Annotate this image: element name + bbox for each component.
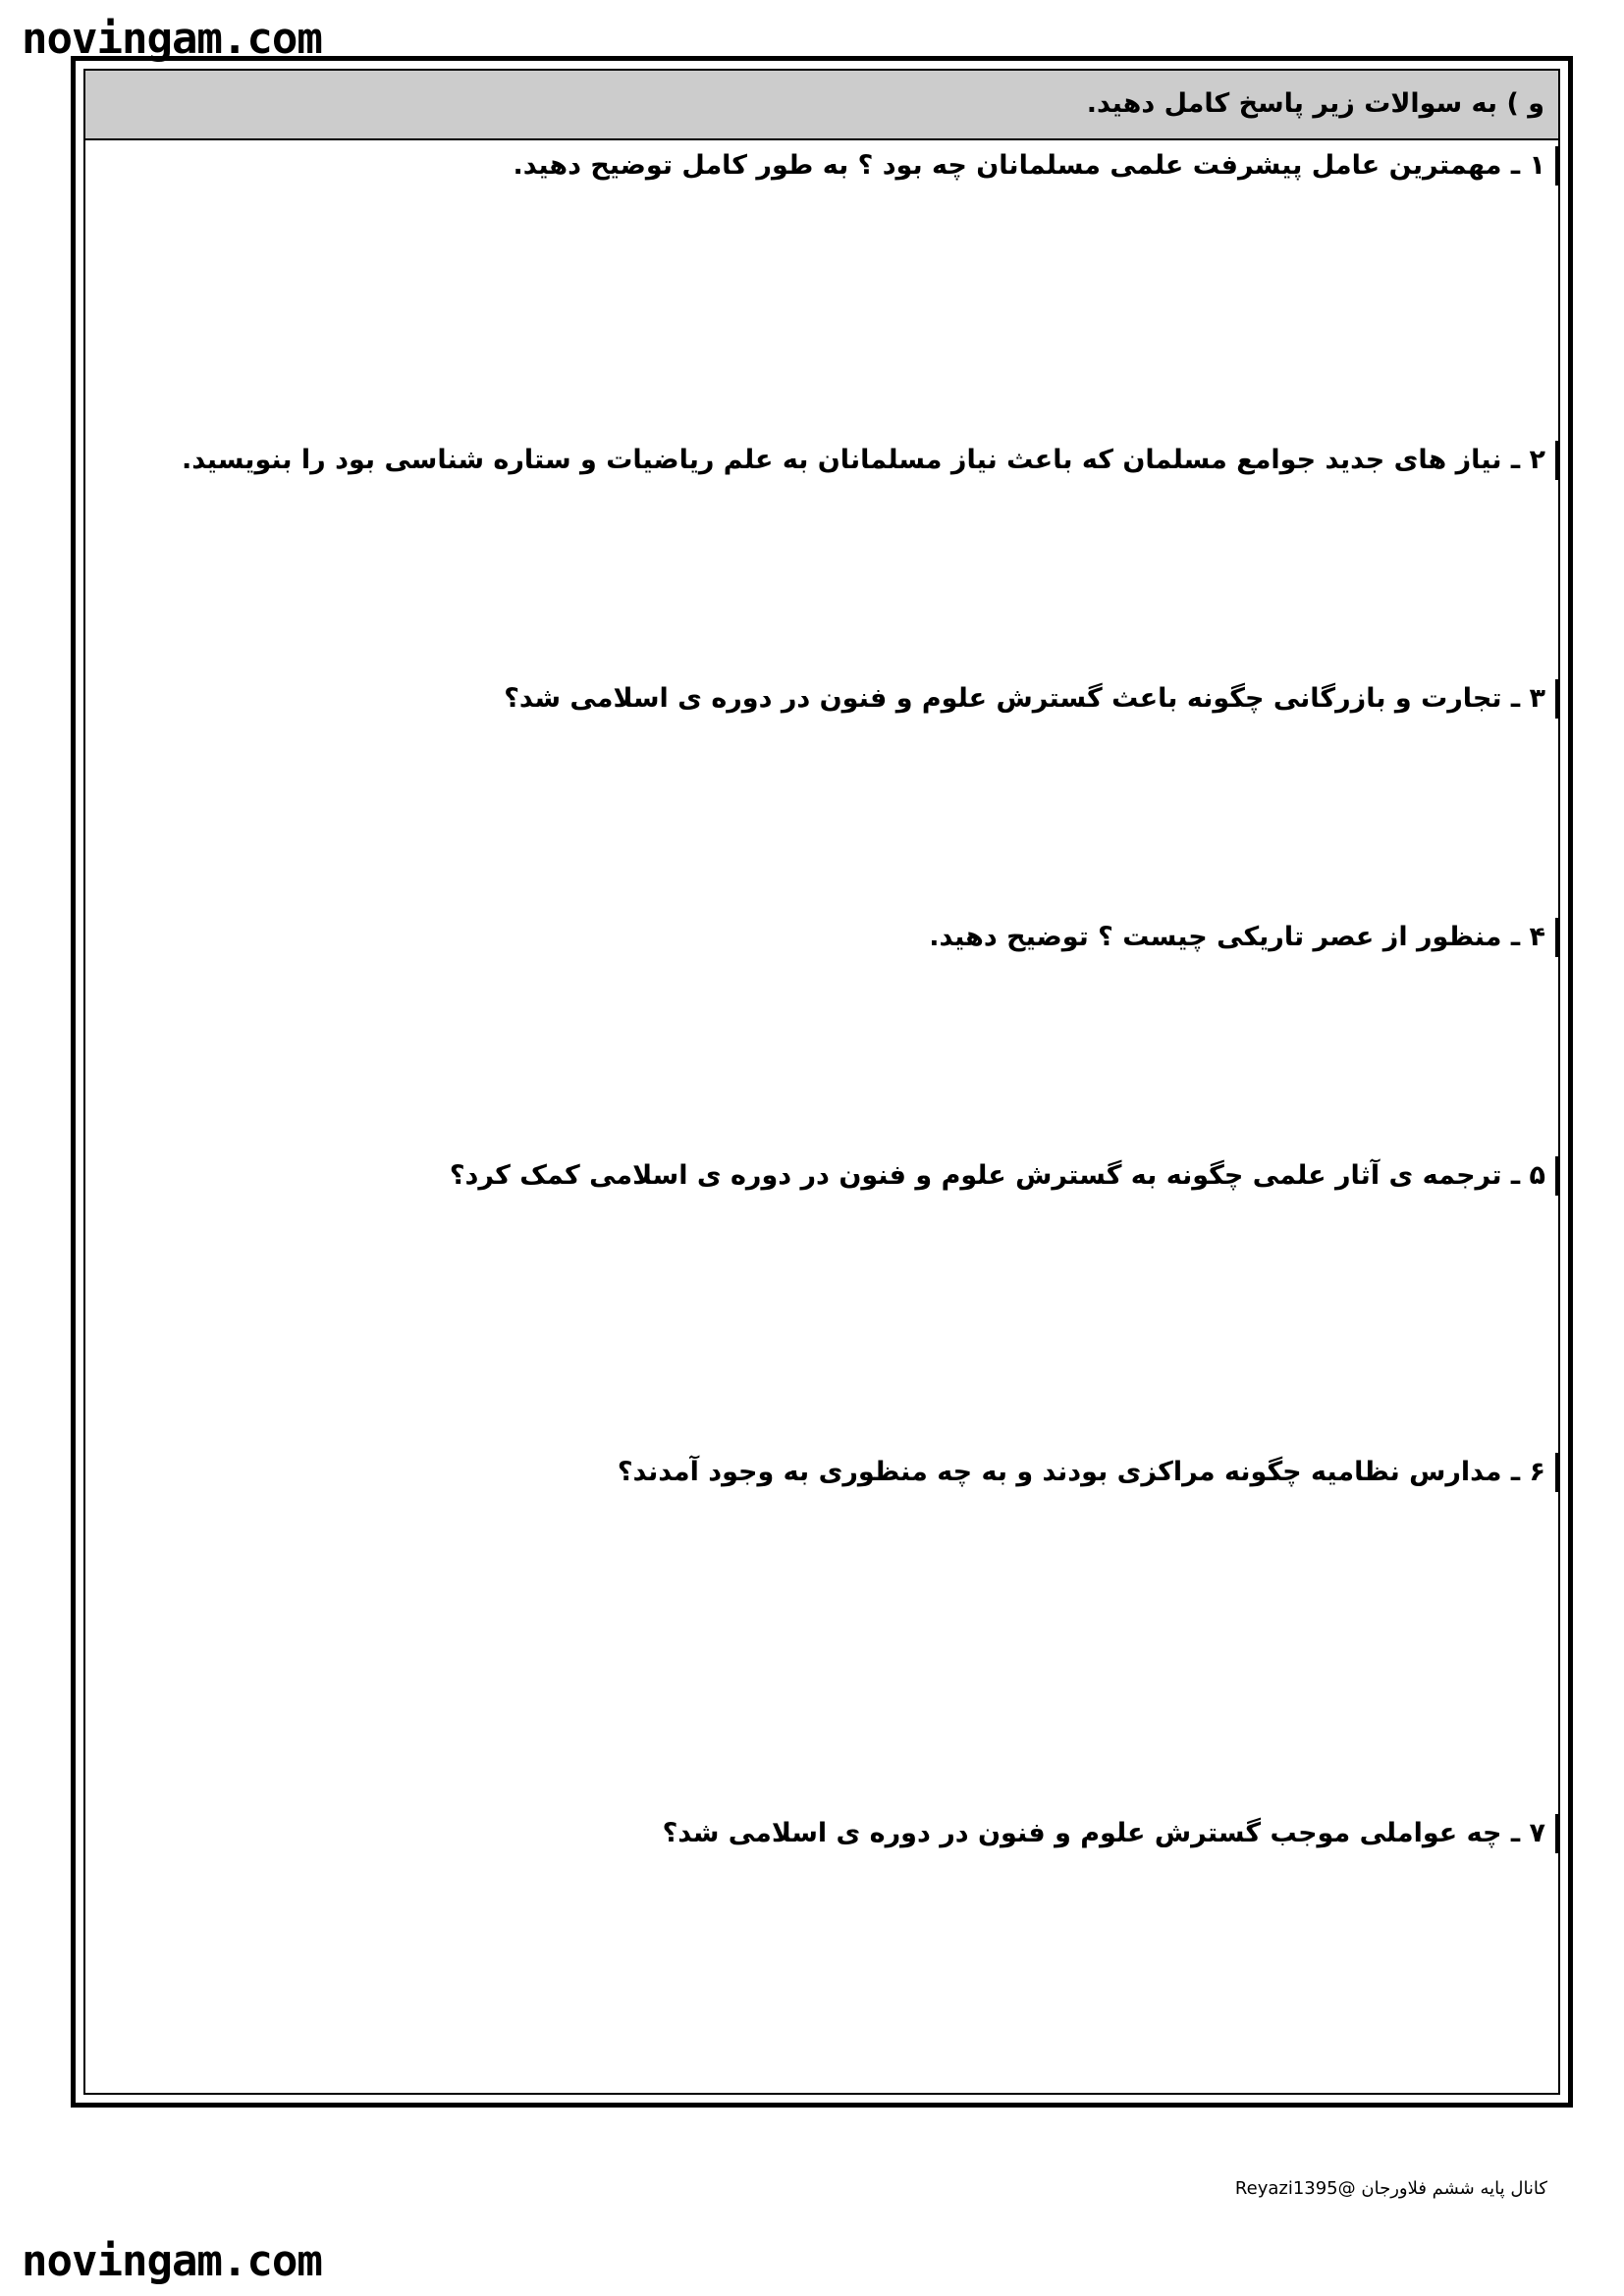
question-1: ۱ ـ مهمترین عامل پیشرفت علمی مسلمانان چه بود ؟ به طور کامل توضیح دهید. [115, 146, 1558, 186]
question-3: ۳ ـ تجارت و بازرگانی چگونه باعث گسترش علوم و فنون در دوره ی اسلامی شد؟ [115, 679, 1558, 719]
watermark-top: novingam.com [22, 14, 322, 64]
question-7: ۷ ـ چه عواملی موجب گسترش علوم و فنون در دوره ی اسلامی شد؟ [115, 1814, 1558, 1853]
worksheet-frame [71, 56, 1573, 2108]
watermark-bottom: novingam.com [22, 2236, 322, 2286]
question-5: ۵ ـ ترجمه ی آثار علمی چگونه به گسترش علوم و فنون در دوره ی اسلامی کمک کرد؟ [115, 1156, 1558, 1196]
worksheet-inner-border [83, 69, 1560, 2095]
question-4: ۴ ـ منظور از عصر تاریکی چیست ؟ توضیح دهید. [115, 918, 1558, 957]
footer-channel-credit: کانال پایه ششم فلاورجان @Reyazi1395 [1234, 2178, 1547, 2199]
question-6: ۶ ـ مدارس نظامیه چگونه مراکزی بودند و به چه منظوری به وجود آمدند؟ [115, 1453, 1558, 1492]
question-2: ۲ ـ نیاز های جدید جوامع مسلمان که باعث نیاز مسلمانان به علم ریاضیات و ستاره شناسی بود را بنویسید. [115, 441, 1558, 480]
section-header-text: و ) به سوالات زیر پاسخ کامل دهید. [1086, 88, 1544, 119]
section-header [85, 71, 1558, 140]
